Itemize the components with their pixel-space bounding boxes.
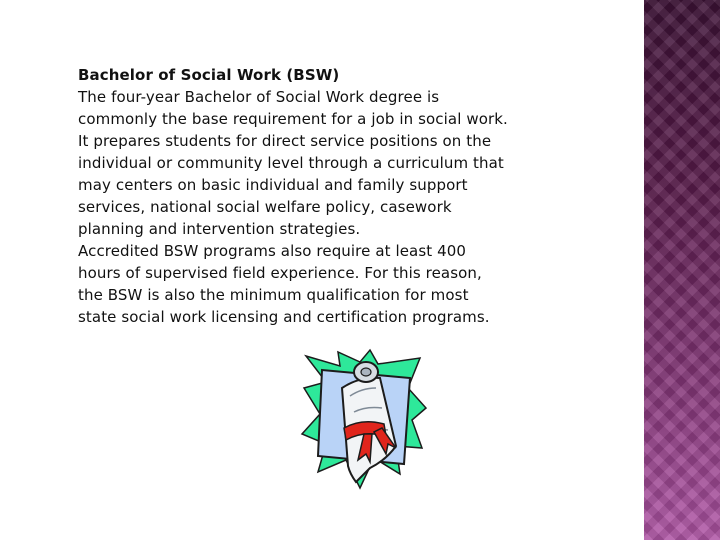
slide-paragraph-2: Accredited BSW programs also require at least 400 hours of supervised field experience. For this reason, the BSW is also the minimum qualification for most state social work licensing and certification programs. [78, 242, 490, 326]
side-band-pattern [642, 0, 720, 540]
slide-heading: Bachelor of Social Work (BSW) [78, 66, 340, 84]
diploma-scroll-icon [300, 348, 428, 496]
slide-paragraph-1: The four-year Bachelor of Social Work degree is commonly the base requirement for a job in social work. It prepares students for direct service positions on the individual or community level through a curriculum that may centers on basic individual and family support services, national social welfare policy, casework planning and intervention strategies. [78, 88, 508, 238]
decorative-side-band [642, 0, 720, 540]
slide-body [78, 64, 618, 328]
side-band-edge [642, 0, 644, 540]
